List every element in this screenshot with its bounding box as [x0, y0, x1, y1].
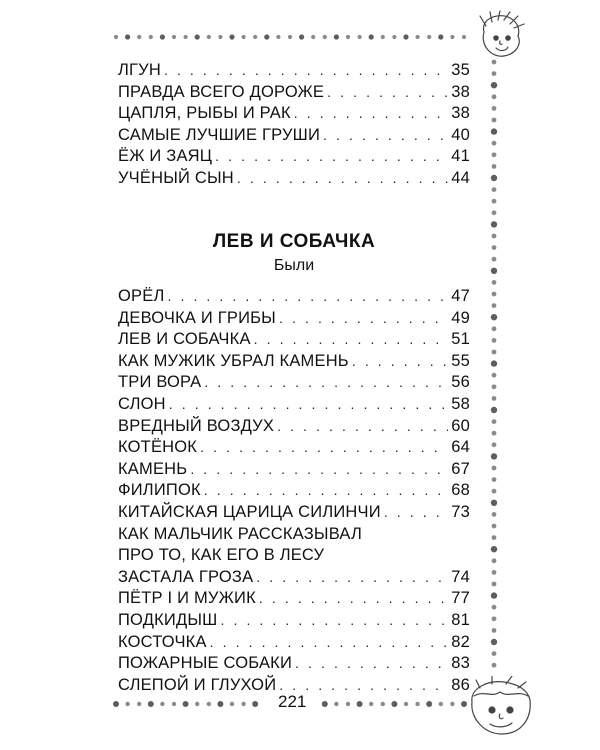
dotted-border-top — [112, 32, 472, 42]
border-dot — [492, 628, 497, 633]
toc-entry-title: ЗАСТАЛА ГРОЗА — [118, 567, 254, 586]
toc-entry-page: 49 — [451, 308, 470, 327]
toc-entry[interactable] — [118, 632, 470, 654]
border-dot — [492, 582, 497, 587]
border-dot — [218, 35, 222, 39]
border-dot — [311, 35, 315, 39]
toc-entry-page: 56 — [451, 373, 470, 392]
border-dot — [195, 702, 199, 706]
border-dot — [369, 34, 374, 39]
border-dot — [404, 702, 408, 706]
border-dot — [492, 303, 497, 308]
toc-entry-title: ЛЕВ И СОБАЧКА — [118, 330, 251, 349]
border-dot — [323, 35, 327, 39]
toc-entry[interactable] — [118, 103, 470, 125]
border-dot — [253, 35, 257, 39]
border-dot — [252, 701, 258, 707]
border-dot — [334, 34, 339, 39]
border-dot — [288, 35, 292, 39]
border-dot — [492, 199, 497, 204]
border-dot — [381, 35, 385, 39]
toc-entry-title: КАМЕНЬ — [118, 459, 188, 478]
border-dot — [491, 268, 497, 274]
toc-entry[interactable] — [118, 60, 470, 82]
border-dot — [322, 701, 328, 707]
border-dot — [184, 35, 188, 39]
border-dot — [492, 245, 497, 250]
toc-entry-title: ПОЖАРНЫЕ СОБАКИ — [118, 654, 293, 673]
toc-entry-title: ОРЁЛ — [118, 287, 165, 305]
border-dot — [183, 701, 189, 707]
toc-entry[interactable] — [118, 480, 470, 502]
border-dot — [172, 702, 176, 706]
toc-entry-line[interactable]: ПРО ТО, КАК ЕГО В ЛЕСУ — [118, 546, 325, 565]
border-dot — [491, 360, 497, 366]
border-dot — [160, 702, 164, 706]
border-dot — [492, 106, 497, 111]
toc-entry-page: 35 — [451, 61, 470, 79]
border-dot — [217, 701, 223, 707]
border-dot — [416, 35, 420, 39]
border-dot — [113, 701, 119, 707]
border-dot — [492, 118, 497, 123]
toc-entry-page: 83 — [451, 654, 470, 673]
border-dot — [492, 187, 497, 192]
border-dot — [492, 152, 497, 157]
border-dot — [148, 701, 154, 707]
toc-entry-title: ПЁТР I И МУЖИК — [118, 589, 256, 608]
toc-entry[interactable] — [118, 125, 470, 147]
toc-entry-title: ПРАВДА ВСЕГО ДОРОЖЕ — [118, 82, 325, 101]
border-dot — [492, 605, 497, 610]
border-dot — [491, 592, 497, 598]
toc-entry-title: ВРЕДНЫЙ ВОЗДУХ — [118, 416, 275, 435]
border-dot — [391, 701, 397, 707]
toc-entry[interactable] — [118, 372, 470, 394]
toc-entry-title: САМЫЕ ЛУЧШИЕ ГРУШИ — [118, 125, 321, 144]
toc-entry-title: СЛЕПОЙ И ГЛУХОЙ — [118, 675, 277, 694]
border-dot — [381, 702, 385, 706]
border-dot — [195, 34, 200, 39]
border-dot — [137, 35, 141, 39]
border-dot — [491, 639, 497, 645]
border-dot — [137, 702, 141, 706]
border-dot — [392, 35, 396, 39]
border-dot — [492, 524, 497, 529]
border-dot — [492, 419, 497, 424]
border-dot — [299, 34, 304, 39]
toc-entry-title: УЧЁНЫЙ СЫН — [118, 168, 234, 187]
toc-entry-page: 60 — [451, 416, 470, 435]
toc-entry-title: ПОДКИДЫШ — [118, 610, 218, 629]
border-dot — [492, 257, 497, 262]
border-dot — [492, 663, 497, 668]
toc-entry[interactable] — [118, 653, 470, 675]
toc-entry-page: 58 — [451, 394, 470, 413]
border-dot — [492, 396, 497, 401]
toc-entry-page: 64 — [451, 438, 470, 457]
toc-entry[interactable] — [118, 437, 470, 459]
toc-entry-title: КОСТОЧКА — [118, 632, 207, 651]
border-dot — [491, 407, 497, 413]
border-dot — [491, 221, 497, 227]
toc-entry-title: ЦАПЛЯ, РЫБЫ И РАК — [118, 104, 291, 123]
toc-entry[interactable] — [118, 588, 470, 610]
toc-entry-page: 82 — [451, 632, 470, 651]
border-dot — [492, 489, 497, 494]
toc-entry-title: КОТЁНОК — [118, 438, 198, 457]
border-dot — [491, 175, 497, 181]
toc-entry[interactable] — [118, 286, 470, 308]
section-title: ЛЕВ И СОБАЧКА — [212, 231, 376, 252]
toc-entry[interactable] — [118, 82, 470, 104]
border-dot — [491, 546, 497, 552]
toc-entry-page: 55 — [451, 351, 470, 370]
border-dot — [492, 384, 497, 389]
border-dot — [427, 35, 431, 39]
border-dot — [438, 34, 443, 39]
border-dot — [462, 35, 466, 39]
border-dot — [160, 34, 165, 39]
border-dot — [492, 338, 497, 343]
border-dot — [492, 512, 497, 517]
toc-entry-page: 68 — [451, 481, 470, 500]
section-subtitle: Были — [273, 257, 315, 274]
toc-entry[interactable] — [118, 308, 470, 330]
toc-entry[interactable] — [118, 459, 470, 481]
toc-entry-title: ЛГУН — [118, 61, 161, 79]
border-dot — [492, 71, 497, 76]
boy-face-icon — [462, 676, 540, 738]
border-dot — [426, 701, 432, 707]
border-dot — [241, 702, 245, 706]
border-dot — [450, 702, 454, 706]
toc-entry-page: 67 — [451, 459, 470, 478]
toc-entry-page: 51 — [451, 330, 470, 349]
border-dot — [492, 442, 497, 447]
border-dot — [491, 500, 497, 506]
border-dot — [439, 702, 443, 706]
border-dot — [125, 702, 129, 706]
border-dot — [492, 570, 497, 575]
border-dot — [403, 34, 408, 39]
border-dot — [172, 35, 176, 39]
toc-entry-page: 38 — [451, 82, 470, 101]
border-dot — [492, 466, 497, 471]
border-dot — [492, 558, 497, 563]
toc-list-bottom — [118, 286, 470, 696]
border-dot — [492, 651, 497, 656]
border-dot — [492, 164, 497, 169]
border-dot — [357, 701, 363, 707]
border-dot — [229, 34, 234, 39]
toc-entry-page: 73 — [451, 502, 470, 521]
border-dot — [230, 702, 234, 706]
border-dot — [492, 292, 497, 297]
toc-entry[interactable] — [118, 502, 470, 524]
border-dot — [492, 141, 497, 146]
border-dot — [276, 35, 280, 39]
border-dot — [491, 314, 497, 320]
toc-list-top — [118, 60, 470, 190]
border-dot — [346, 35, 350, 39]
toc-entry-page: 86 — [451, 675, 470, 694]
toc-entry-title: СЛОН — [118, 394, 166, 413]
toc-entry[interactable] — [118, 146, 470, 168]
toc-entry-page: 47 — [451, 287, 470, 305]
border-dot — [491, 82, 497, 88]
toc-entry-line[interactable]: КАК МАЛЬЧИК РАССКАЗЫВАЛ — [118, 524, 362, 543]
toc-entry[interactable] — [118, 416, 470, 438]
toc-entry[interactable] — [118, 567, 470, 589]
toc-entry-page: 44 — [451, 168, 470, 187]
toc-entry-page: 40 — [451, 125, 470, 144]
toc-entry-page: 74 — [451, 567, 470, 586]
toc-entry-page: 38 — [451, 104, 470, 123]
toc-entry-page: 81 — [451, 610, 470, 629]
border-dot — [264, 34, 269, 39]
border-dot — [149, 35, 153, 39]
toc-entry-page: 77 — [451, 589, 470, 608]
toc-entry-title: КАК МУЖИК УБРАЛ КАМЕНЬ — [118, 351, 349, 370]
toc-entry[interactable] — [118, 394, 470, 416]
border-dot — [207, 35, 211, 39]
toc-entry[interactable] — [118, 610, 470, 632]
border-dot — [491, 128, 497, 134]
toc-entry-title: КИТАЙСКАЯ ЦАРИЦА СИЛИНЧИ — [118, 502, 381, 521]
border-dot — [492, 477, 497, 482]
border-dot — [492, 280, 497, 285]
border-dot — [358, 35, 362, 39]
border-dot — [492, 234, 497, 239]
border-dot — [492, 616, 497, 621]
toc-entry-title: ФИЛИПОК — [118, 481, 201, 500]
child-face-icon — [470, 10, 530, 62]
border-dot — [491, 453, 497, 459]
border-dot — [125, 34, 130, 39]
border-dot — [346, 702, 350, 706]
border-dot — [492, 210, 497, 215]
border-dot — [450, 35, 454, 39]
border-dot — [114, 35, 118, 39]
border-dot — [492, 535, 497, 540]
border-dot — [415, 702, 419, 706]
page-number: 221 — [278, 692, 307, 711]
dotted-border-right — [487, 58, 501, 678]
toc-entry-page: 41 — [451, 147, 470, 166]
toc-entry-title: ДЕВОЧКА И ГРИБЫ — [118, 308, 276, 327]
toc-entry[interactable] — [118, 168, 470, 190]
border-dot — [492, 326, 497, 331]
border-dot — [492, 94, 497, 99]
toc-entry-title: ТРИ ВОРА — [118, 373, 202, 392]
border-dot — [207, 702, 211, 706]
toc-entry[interactable] — [118, 351, 470, 373]
border-dot — [492, 373, 497, 378]
border-dot — [492, 350, 497, 355]
border-dot — [334, 702, 338, 706]
border-dot — [242, 35, 246, 39]
border-dot — [492, 431, 497, 436]
toc-entry[interactable] — [118, 329, 470, 351]
toc-entry-title: ЁЖ И ЗАЯЦ — [118, 147, 213, 166]
border-dot — [369, 702, 373, 706]
